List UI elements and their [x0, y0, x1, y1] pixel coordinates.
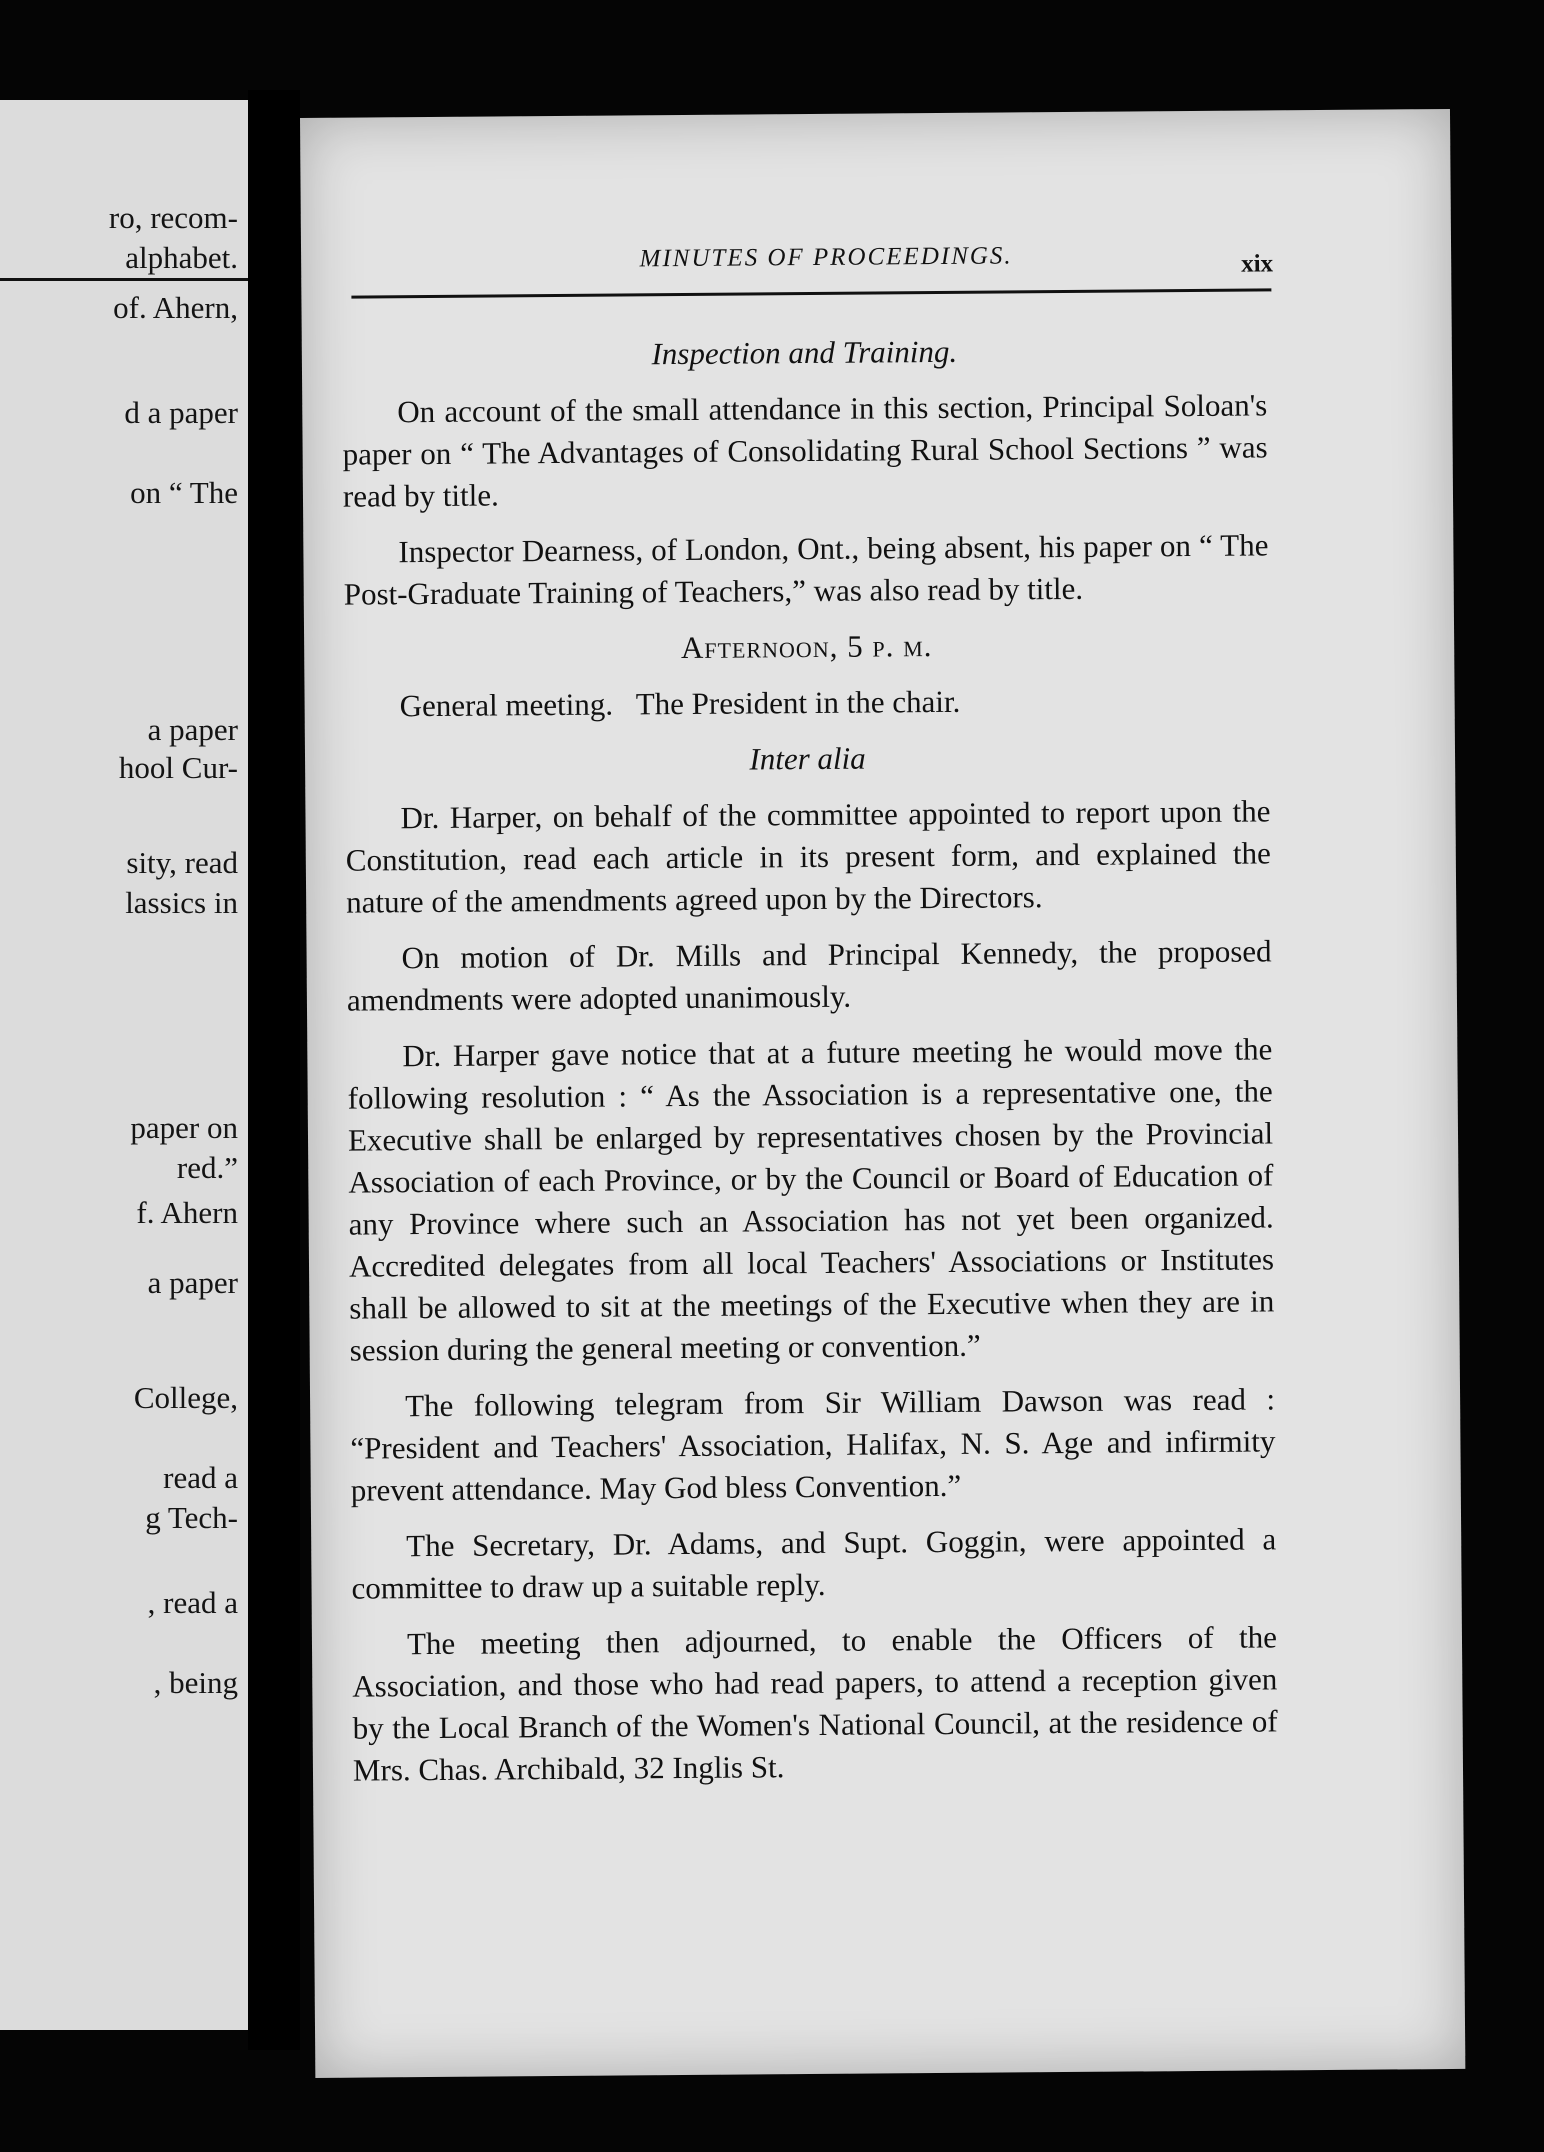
- paragraph: On motion of Dr. Mills and Principal Kennedy, the proposed amendments were adopted unanimously.: [346, 933, 1272, 1018]
- left-page-line: , being: [153, 1665, 238, 1700]
- right-page: [300, 109, 1465, 2078]
- left-page-line: of. Ahern,: [113, 290, 238, 325]
- left-page-line: , read a: [147, 1585, 238, 1620]
- left-page-line: read a: [163, 1460, 238, 1495]
- paragraph: General meeting. The President in the chair.: [399, 683, 961, 724]
- left-page-line: paper on: [130, 1110, 238, 1145]
- left-page-line: f. Ahern: [136, 1195, 238, 1230]
- paragraph: On account of the small attendance in this section, Principal Soloan's paper on “ The Advantages of Consolidating Rural School Sections ” was read by title.: [342, 387, 1268, 514]
- left-page-line: a paper: [147, 1265, 238, 1300]
- inter-alia-heading: Inter alia: [749, 740, 866, 777]
- paragraph: Dr. Harper, on behalf of the committee appointed to report upon the Constitution, read each article in its present form, and explained the nature of the amendments agreed upon by the Directors.: [345, 793, 1271, 920]
- paragraph: Inspector Dearness, of London, Ont., being absent, his paper on “ The Post-Graduate Training of Teachers,” was also read by title.: [343, 527, 1269, 612]
- running-title: MINUTES OF PROCEEDINGS.: [639, 242, 1013, 273]
- page-number: xix: [1241, 250, 1274, 278]
- paragraph: The Secretary, Dr. Adams, and Supt. Goggin, were appointed a committee to draw up a suitable reply.: [351, 1521, 1277, 1606]
- left-page-line: lassics in: [125, 885, 238, 920]
- paragraph: The meeting then adjourned, to enable the Officers of the Association, and those who had read papers, to attend a reception given by the Local Branch of the Women's National Council, at the residence of Mrs. Chas. Archibald, 32 Inglis St.: [352, 1619, 1278, 1788]
- header-rule: [351, 288, 1271, 298]
- left-page-rule: [0, 278, 248, 281]
- section-heading: Inspection and Training.: [651, 333, 958, 372]
- left-page: [0, 100, 248, 2030]
- book-gutter: [248, 90, 300, 2050]
- left-page-line: alphabet.: [125, 240, 238, 275]
- left-page-line: College,: [133, 1380, 238, 1415]
- left-page-line: red.”: [176, 1150, 238, 1185]
- left-page-line: hool Cur-: [118, 750, 238, 785]
- left-page-line: g Tech-: [145, 1500, 238, 1535]
- left-page-line: ro, recom-: [108, 200, 238, 235]
- left-page-line: d a paper: [124, 395, 238, 430]
- afternoon-heading: Afternoon, 5 p. m.: [680, 628, 933, 666]
- paragraph: Dr. Harper gave notice that at a future meeting he would move the following resolution : “ As the Association is a representative one, the Executive shall be enlarged by representatives chosen by the Provincial Association of each Province, or by the Council or Board of Education of any Province where such an Association has not yet been organized. Accredited delegates from all local Teachers' Associations or Institutes shall be allowed to sit at the meetings of the Executive when they are in session during the general meeting or convention.”: [347, 1031, 1275, 1368]
- page-body: [342, 320, 1279, 1805]
- left-page-line: sity, read: [126, 845, 238, 880]
- left-page-line: a paper: [147, 712, 238, 747]
- paragraph: The following telegram from Sir William Dawson was read : “President and Teachers' Association, Halifax, N. S. Age and infirmity prevent attendance. May God bless Convention.”: [350, 1381, 1276, 1508]
- left-page-line: on “ The: [130, 475, 238, 510]
